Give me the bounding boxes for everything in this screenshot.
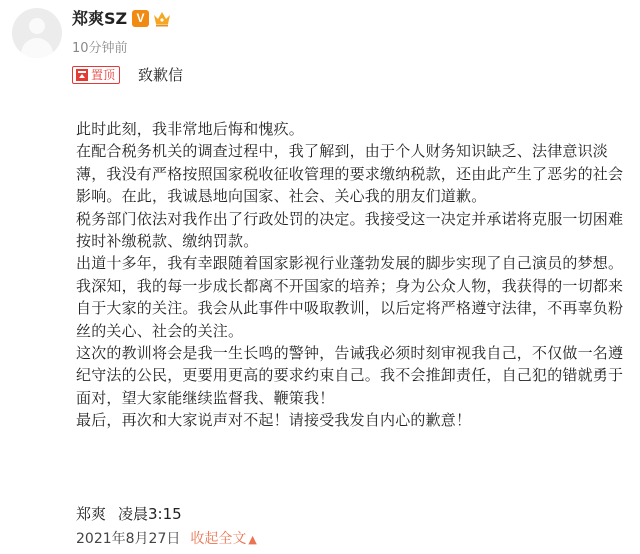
member-crown-icon xyxy=(153,10,171,27)
avatar-head-shape xyxy=(29,18,45,34)
signature-time: 凌晨3:15 xyxy=(118,505,182,523)
pinned-label: 置顶 xyxy=(91,68,116,82)
paragraph: 此时此刻，我非常地后悔和愧疚。 xyxy=(76,120,305,138)
post-title: 致歉信 xyxy=(138,66,184,84)
chevron-up-icon: ▲ xyxy=(248,533,257,546)
post-footer xyxy=(76,529,257,550)
signature-name: 郑爽 xyxy=(76,505,107,523)
paragraph: 税务部门依法对我作出了行政处罚的决定。我接受这一决定并承诺将克服一切困难按时补缴税款、缴纳罚款。 xyxy=(76,209,624,251)
post-body xyxy=(76,118,626,432)
signature xyxy=(76,503,194,525)
paragraph: 最后，再次和大家说声对不起！请接受我发自内心的歉意！ xyxy=(76,411,472,430)
post-time: 10分钟前 xyxy=(72,41,128,56)
avatar[interactable] xyxy=(12,8,62,58)
collapse-label: 收起全文 xyxy=(190,531,247,547)
paragraph: 在配合税务机关的调查过程中，我了解到，由于个人财务知识缺乏、法律意识淡薄，我没有严格按照国家税收征收管理的要求缴纳税款，还由此产生了恶劣的社会影响。在此，我诚恳地向国家、社会、关心我的朋友们道歉。 xyxy=(76,142,624,206)
author-name[interactable]: 郑爽SZ xyxy=(72,9,128,28)
paragraph: 这次的教训将会是我一生长鸣的警钟，告诫我必须时刻审视我自己，不仅做一名遵纪守法的公民，更要用更高的要求约束自己。我不会推卸责任，自己犯的错就勇于面对，望大家能继续监督我、鞭策我！ xyxy=(76,344,624,407)
collapse-full-text-button[interactable] xyxy=(190,531,256,547)
avatar-body-shape xyxy=(21,38,53,58)
post-date: 2021年8月27日 xyxy=(76,531,181,547)
paragraph: 出道十多年，我有幸跟随着国家影视行业蓬勃发展的脚步实现了自己演员的梦想。我深知，我的每一步成长都离不开国家的培养；身为公众人物，我获得的一切都来自于大家的关注。我会从此事件中吸取教训，以后定将严格遵守法律，不再辜负粉丝的关心、社会的关注。 xyxy=(76,254,624,340)
verified-badge-icon: V xyxy=(132,10,149,27)
pin-icon xyxy=(76,69,88,81)
pinned-badge xyxy=(72,66,120,84)
